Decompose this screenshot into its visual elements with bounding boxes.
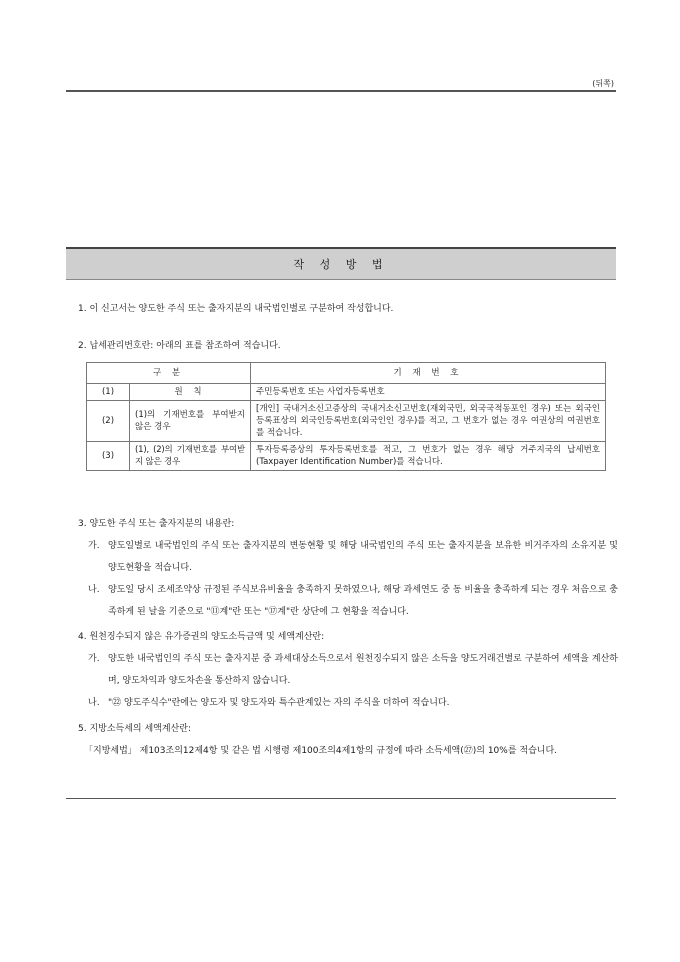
row-content: [개인] 국내거소신고증상의 국내거소신고번호(재외국민, 외국국적동포인 경우) 또는 외국인등록표상의 외국인등록번호(외국인인 경우)를 적고, 그 번호가 없는 경우 여권상의 여권번호를 적습니다. — [251, 401, 606, 442]
item-text: "㉒ 양도주식수"란에는 양도자 및 양도자와 특수관계있는 자의 주식을 더하여 적습니다. — [108, 698, 450, 708]
section-1-text: 1. 이 신고서는 양도한 주식 또는 출자지분의 내국법인별로 구분하여 작성합니다. — [78, 304, 394, 314]
row-category: (1), (2)의 기재번호를 부여받지 않은 경우 — [130, 442, 251, 471]
section-3 — [78, 517, 618, 623]
page-side-label: (뒤쪽) — [592, 79, 614, 88]
item-text: 양도한 내국법인의 주식 또는 출자지분 중 과세대상소득으로서 원천징수되지 않은 소득을 양도거래건별로 구분하여 세액을 계산하며, 양도차익과 양도차손을 통산하지 않습니다. — [108, 654, 618, 686]
section-4-item-a — [78, 648, 618, 692]
section-4 — [78, 630, 618, 714]
section-3-item-a — [78, 535, 618, 579]
item-text: 양도일 당시 조세조약상 규정된 주식보유비율을 충족하지 못하였으나, 해당 과세연도 중 동 비율을 충족하게 되는 경우 처음으로 충족하게 된 날을 기준으로 "⑪계"란 또는 "⑰계"란 상단에 그 현황을 적습니다. — [108, 585, 618, 617]
section-5-title: 5. 지방소득세의 세액계산란: — [78, 724, 191, 734]
table-row — [87, 384, 606, 401]
document-title: 작 성 방 법 — [293, 258, 389, 271]
table-row — [87, 442, 606, 471]
section-5-text: 「지방세법」 제103조의12제4항 및 같은 법 시행령 제100조의4제1항의 규정에 따라 소득세액(㉗)의 10%를 적습니다. — [84, 746, 558, 756]
reference-table — [86, 362, 606, 471]
table-header-row — [87, 363, 606, 384]
item-marker: 가. — [88, 541, 100, 551]
row-category: 원 칙 — [130, 384, 251, 401]
row-number: (3) — [87, 442, 130, 471]
row-number: (2) — [87, 401, 130, 442]
section-2 — [78, 339, 618, 353]
item-text: 양도일별로 내국법인의 주식 또는 출자지분의 변동현황 및 해당 내국법인의 주식 또는 출자지분을 보유한 비거주자의 소유지분 및 양도현황을 적습니다. — [108, 541, 618, 573]
row-category: (1)의 기재번호를 부여받지 않은 경우 — [130, 401, 251, 442]
row-content: 주민등록번호 또는 사업자등록번호 — [251, 384, 606, 401]
top-rule — [66, 90, 616, 92]
section-3-title: 3. 양도한 주식 또는 출자지분의 내용란: — [78, 519, 235, 529]
section-3-item-b — [78, 579, 618, 623]
section-4-item-b — [78, 692, 618, 714]
bottom-rule — [66, 798, 616, 799]
item-marker: 가. — [88, 654, 100, 664]
item-marker: 나. — [88, 585, 100, 595]
section-2-title: 2. 납세관리번호란: 아래의 표를 참조하여 적습니다. — [78, 341, 281, 351]
table-header-content: 기 재 번 호 — [251, 363, 606, 384]
section-5 — [78, 722, 618, 762]
section-title-band — [66, 247, 616, 280]
table-row — [87, 401, 606, 442]
section-1 — [78, 302, 618, 316]
row-number: (1) — [87, 384, 130, 401]
section-4-title: 4. 원천징수되지 않은 유가증권의 양도소득금액 및 세액계산란: — [78, 632, 325, 642]
table-header-category: 구 분 — [87, 363, 251, 384]
row-content: 투자등록증상의 투자등록번호를 적고, 그 번호가 없는 경우 해당 거주지국의 납세번호(Taxpayer Identification Number)를 적습니다. — [251, 442, 606, 471]
item-marker: 나. — [88, 698, 100, 708]
